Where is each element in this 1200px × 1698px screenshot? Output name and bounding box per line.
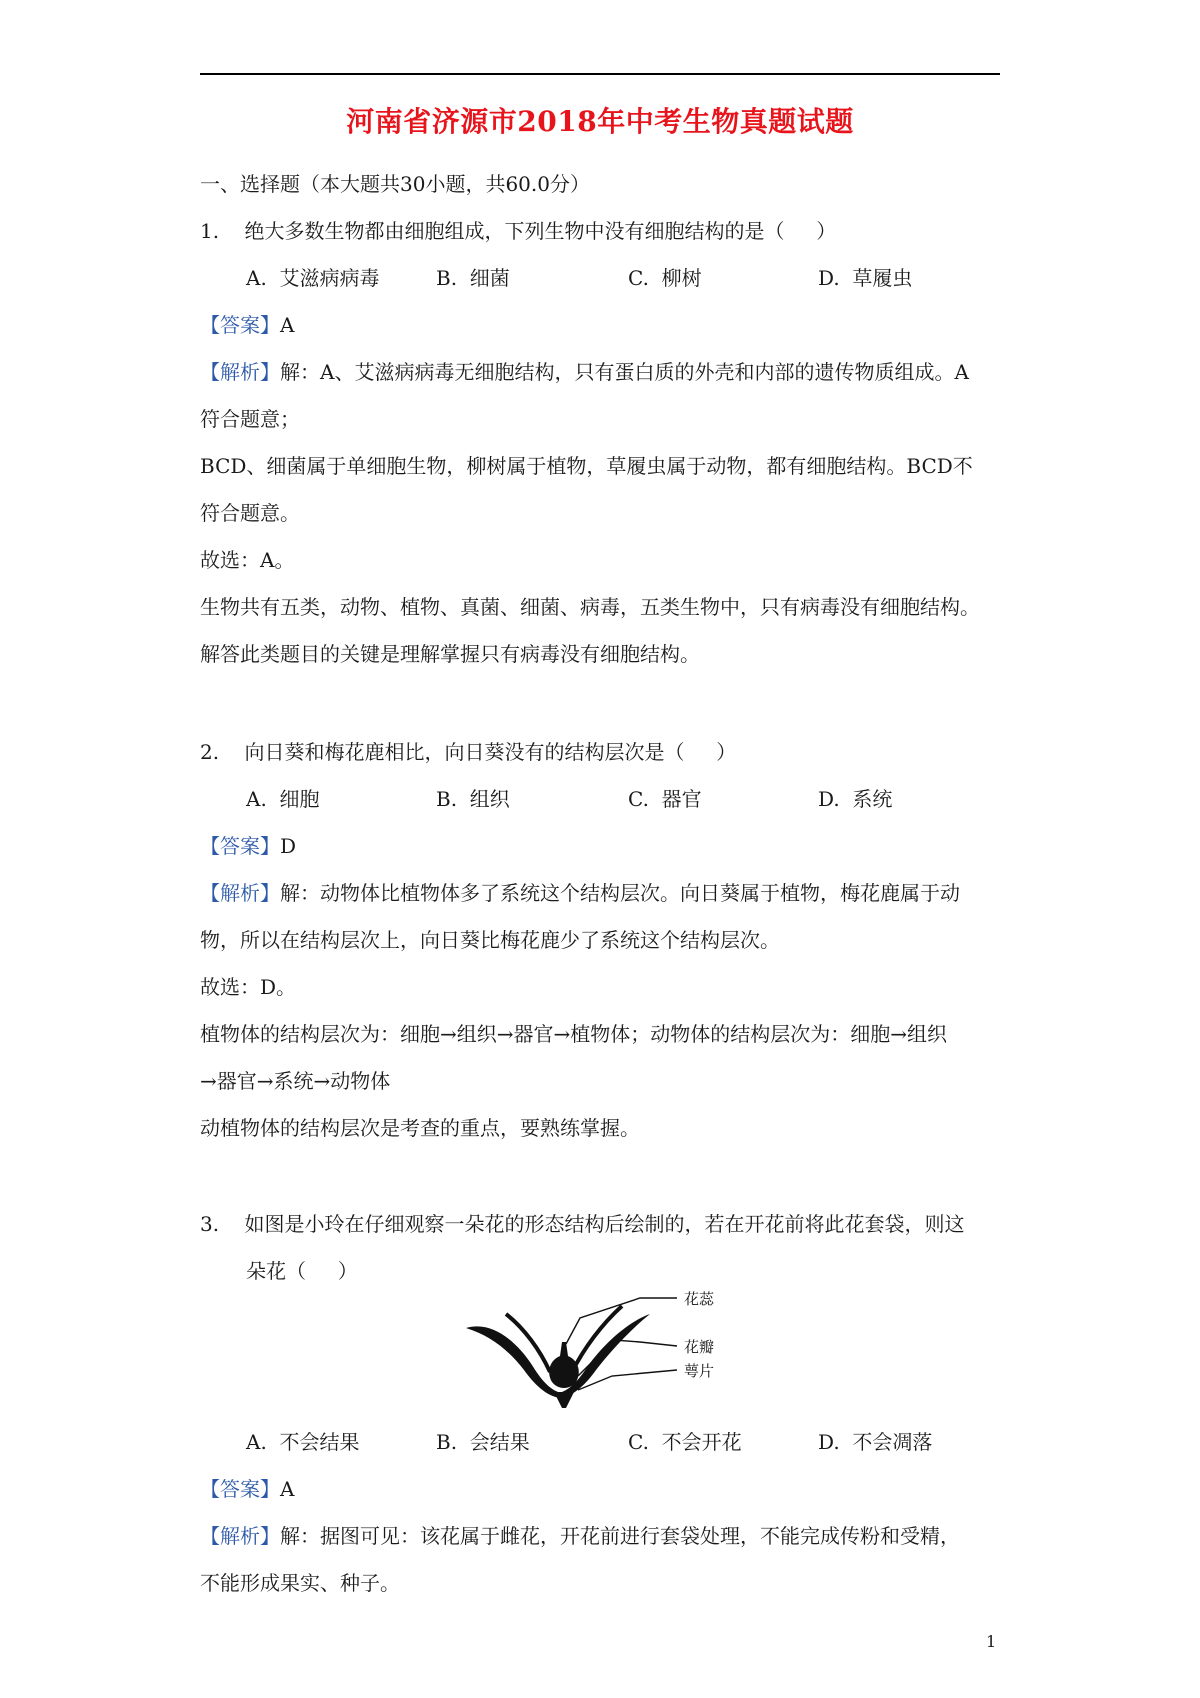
- flower-pistil: [549, 1342, 579, 1388]
- question-3-stem-1: 3. 如图是小玲在仔细观察一朵花的形态结构后绘制的，若在开花前将此花套袋，则这: [200, 1212, 965, 1236]
- q3-option-d: D. 不会凋落: [818, 1430, 933, 1454]
- q1-analysis-line-1: [200, 356, 969, 385]
- q2-option-a: A. 细胞: [246, 787, 320, 811]
- q2-analysis-line-2: 物，所以在结构层次上，向日葵比梅花鹿少了系统这个结构层次。: [200, 928, 780, 952]
- figure-label-1: 花蕊: [684, 1290, 715, 1308]
- analysis-tag: 【解析】: [200, 1524, 280, 1548]
- q1-answer: [200, 309, 294, 338]
- analysis-tag: 【解析】: [200, 881, 280, 905]
- figure-label-2: 花瓣: [684, 1338, 715, 1356]
- answer-tag: 【答案】: [200, 313, 280, 337]
- q1-choice: 故选：A。: [200, 548, 295, 572]
- flower-receptacle: [554, 1392, 574, 1408]
- question-1-stem: 1. 绝大多数生物都由细胞组成，下列生物中没有细胞结构的是（ ）: [200, 219, 837, 243]
- q1-option-c: C. 柳树: [628, 266, 702, 290]
- q2-answer: [200, 830, 296, 859]
- q1-analysis-line-3: BCD、细菌属于单细胞生物，柳树属于植物，草履虫属于动物，都有细胞结构。BCD不: [200, 454, 973, 478]
- q3-option-a: A. 不会结果: [246, 1430, 360, 1454]
- q3-analysis-text-1: 解：据图可见：该花属于雌花，开花前进行套袋处理，不能完成传粉和受精，: [280, 1524, 960, 1548]
- section-heading: 一、选择题（本大题共30小题，共60.0分）: [200, 172, 590, 196]
- q3-answer-value: A: [280, 1477, 295, 1501]
- flower-diagram: [462, 1280, 762, 1419]
- answer-tag: 【答案】: [200, 1477, 280, 1501]
- q1-option-a: A. 艾滋病病毒: [246, 266, 380, 290]
- q3-analysis-line-1: [200, 1520, 960, 1549]
- header-rule: [200, 73, 1000, 75]
- q2-option-b: B. 组织: [436, 787, 510, 811]
- q2-analysis-text-1: 解：动物体比植物体多了系统这个结构层次。向日葵属于植物，梅花鹿属于动: [280, 881, 960, 905]
- q2-option-d: D. 系统: [818, 787, 893, 811]
- q1-note-2: 解答此类题目的关键是理解掌握只有病毒没有细胞结构。: [200, 642, 700, 666]
- q1-option-d: D. 草履虫: [818, 266, 913, 290]
- figure-label-3: 萼片: [684, 1362, 715, 1380]
- q2-option-c: C. 器官: [628, 787, 702, 811]
- q2-note-2: →器官→系统→动物体: [200, 1069, 391, 1093]
- q1-option-b: B. 细菌: [436, 266, 510, 290]
- flower-sepal-right: [560, 1314, 650, 1398]
- q2-note-3: 动植物体的结构层次是考查的重点，要熟练掌握。: [200, 1116, 640, 1140]
- q1-analysis-line-2: 符合题意；: [200, 407, 300, 431]
- q3-option-c: C. 不会开花: [628, 1430, 742, 1454]
- question-2-stem: 2. 向日葵和梅花鹿相比，向日葵没有的结构层次是（ ）: [200, 740, 737, 764]
- q2-note-1: 植物体的结构层次为：细胞→组织→器官→植物体；动物体的结构层次为：细胞→组织: [200, 1022, 948, 1046]
- q2-analysis-line-1: [200, 877, 960, 906]
- q2-choice: 故选：D。: [200, 975, 297, 999]
- analysis-tag: 【解析】: [200, 360, 280, 384]
- question-3-stem-2: 朵花（ ）: [246, 1259, 358, 1283]
- page-number: 1: [986, 1632, 997, 1651]
- q1-analysis-text-1: 解：A、艾滋病病毒无细胞结构，只有蛋白质的外壳和内部的遗传物质组成。A: [280, 360, 969, 384]
- q1-note-1: 生物共有五类，动物、植物、真菌、细菌、病毒，五类生物中，只有病毒没有细胞结构。: [200, 595, 980, 619]
- q3-option-b: B. 会结果: [436, 1430, 530, 1454]
- q1-analysis-line-4: 符合题意。: [200, 501, 300, 525]
- page-title: 河南省济源市2018年中考生物真题试题: [346, 105, 854, 138]
- q2-answer-value: D: [280, 834, 297, 858]
- q3-answer: [200, 1473, 294, 1502]
- q3-analysis-line-2: 不能形成果实、种子。: [200, 1571, 400, 1595]
- q1-answer-value: A: [280, 313, 295, 337]
- answer-tag: 【答案】: [200, 834, 280, 858]
